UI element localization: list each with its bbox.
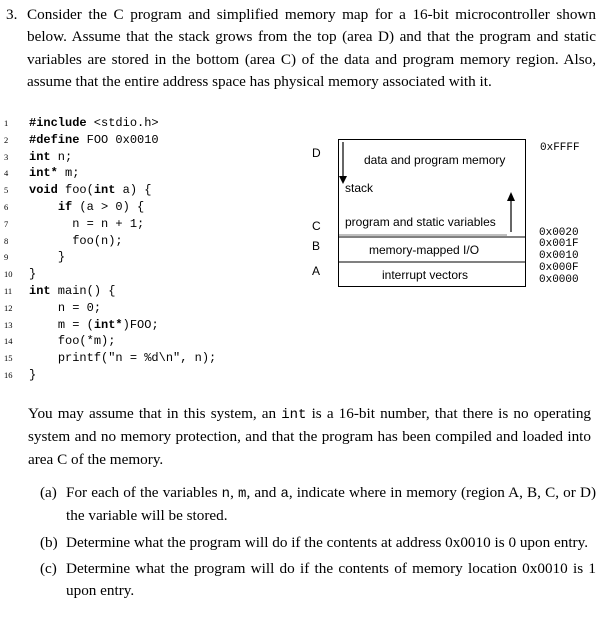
questions bbox=[40, 482, 596, 606]
line-number: 11 bbox=[4, 286, 13, 296]
code-text: } bbox=[29, 267, 37, 282]
line-number: 3 bbox=[4, 151, 9, 162]
code-text: m = (int*)FOO; bbox=[57, 317, 159, 332]
address-0x0000: 0x0000 bbox=[539, 274, 579, 286]
region-d-label: D bbox=[312, 146, 321, 160]
code-text: #include <stdio.h> bbox=[29, 116, 159, 130]
address-top: 0xFFFF bbox=[540, 142, 580, 154]
code-text: } bbox=[57, 250, 66, 265]
line-number: 12 bbox=[4, 302, 13, 313]
code-text: } bbox=[29, 368, 37, 382]
problem-statement bbox=[6, 4, 596, 93]
code-line bbox=[0, 317, 300, 334]
line-number: 13 bbox=[4, 319, 13, 330]
line-number: 14 bbox=[4, 336, 13, 347]
code-text: printf("n = %d\n", n); bbox=[57, 351, 217, 366]
code-text: #define FOO 0x0010 bbox=[29, 132, 159, 147]
line-number: 8 bbox=[4, 235, 9, 246]
address-0x000f: 0x000F bbox=[539, 262, 579, 274]
memory-mapped-io-label: memory-mapped I/O bbox=[369, 243, 480, 257]
line-number: 5 bbox=[4, 185, 9, 196]
line-number: 6 bbox=[4, 202, 9, 212]
code-text: int* m; bbox=[29, 166, 80, 181]
code-text: int n; bbox=[29, 149, 73, 164]
line-number: 7 bbox=[4, 218, 9, 229]
static-arrowhead-icon bbox=[507, 192, 515, 201]
code-line bbox=[0, 333, 300, 350]
code-text: n = 0; bbox=[57, 300, 102, 315]
code-line bbox=[0, 300, 300, 317]
code-line bbox=[0, 149, 300, 166]
code-line bbox=[0, 216, 300, 233]
code-text: foo(*m); bbox=[57, 334, 116, 349]
code-line bbox=[0, 182, 300, 199]
line-number: 9 bbox=[4, 252, 9, 263]
code-line bbox=[0, 350, 300, 367]
line-number: 16 bbox=[4, 370, 13, 380]
address-0x0020: 0x0020 bbox=[539, 227, 579, 239]
code-text: void foo(int a) { bbox=[29, 183, 152, 198]
region-a-label: A bbox=[312, 264, 321, 278]
problem-intro: Consider the C program and simplified memory map for a 16-bit microcontroller shown below. Assume that the stack grows from the top (area D) and that the program and static variables are stored in the bottom (area C) of the data and program memory region. Also, assume that the entire address space has physical memory associated with it. bbox=[27, 6, 596, 90]
code-line bbox=[0, 283, 300, 300]
code-line bbox=[0, 165, 300, 182]
code-text: int main() { bbox=[29, 284, 116, 298]
line-number: 1 bbox=[4, 118, 9, 128]
region-c-label: C bbox=[312, 219, 321, 233]
address-0x0010: 0x0010 bbox=[539, 250, 579, 262]
code-text: if (a > 0) { bbox=[57, 200, 145, 214]
code-line bbox=[0, 233, 300, 250]
static-variables-label: program and static variables bbox=[345, 215, 496, 229]
address-0x001f: 0x001F bbox=[539, 238, 579, 250]
memory-map bbox=[338, 139, 526, 287]
line-number: 4 bbox=[4, 168, 9, 179]
code-line bbox=[0, 132, 300, 149]
problem-number: 3. bbox=[6, 6, 18, 23]
question-b: (b) Determine what the program will do if the contents at address 0x0010 is 0 upon entry. bbox=[40, 533, 589, 551]
code-text: n = n + 1; bbox=[72, 216, 145, 231]
code-line bbox=[0, 199, 300, 216]
data-program-memory-label: data and program memory bbox=[364, 153, 506, 167]
code-line bbox=[0, 367, 300, 384]
line-number: 10 bbox=[4, 269, 13, 280]
int-keyword: int bbox=[281, 407, 307, 423]
code-text: foo(n); bbox=[72, 233, 123, 248]
interrupt-vectors-label: interrupt vectors bbox=[382, 268, 469, 282]
code-line bbox=[0, 266, 300, 283]
line-number: 2 bbox=[4, 134, 9, 145]
question-a: (a) For each of the variables n, m, and a, indicate where in memory (region A, B, C, or D) the variable will be stored. bbox=[40, 484, 597, 525]
assumptions-paragraph: You may assume that in this system, an int is a 16-bit number, that there is no operating system and no memory protection, and that the program has been compiled and loaded into area C of the memory. bbox=[28, 405, 592, 468]
region-b-label: B bbox=[312, 239, 321, 253]
code-line bbox=[0, 249, 300, 266]
code-line bbox=[0, 115, 300, 132]
stack-label: stack bbox=[345, 181, 374, 195]
question-c: (c) Determine what the program will do if the contents of memory location 0x0010 is 1 upon entry. bbox=[40, 559, 596, 600]
line-number: 15 bbox=[4, 353, 13, 364]
